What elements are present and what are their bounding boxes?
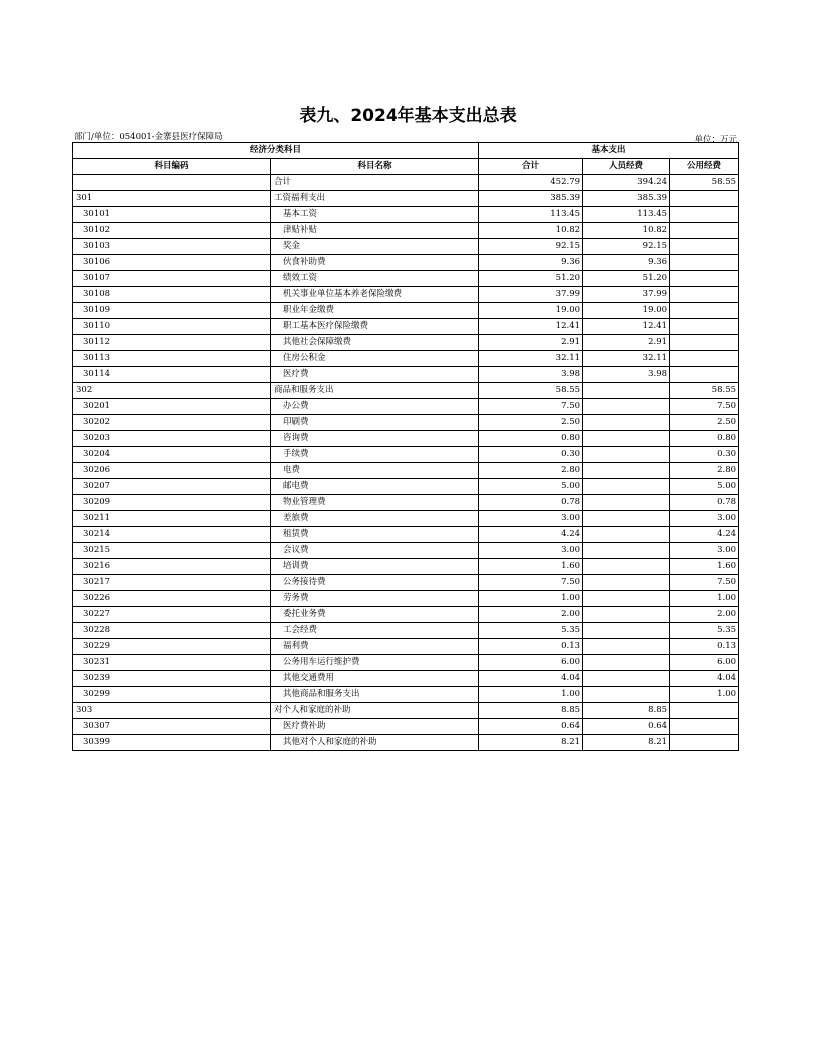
cell-personnel <box>583 431 670 447</box>
cell-code: 30227 <box>73 607 271 623</box>
header-public: 公用经费 <box>670 159 739 175</box>
cell-code: 30114 <box>73 367 271 383</box>
cell-name: 对个人和家庭的补助 <box>271 703 479 719</box>
cell-code: 30101 <box>73 207 271 223</box>
cell-public: 0.80 <box>670 431 739 447</box>
table-row <box>73 287 739 303</box>
header-total: 合计 <box>479 159 583 175</box>
cell-name: 医疗费 <box>271 367 479 383</box>
cell-code: 30216 <box>73 559 271 575</box>
cell-name: 会议费 <box>271 543 479 559</box>
table-row <box>73 543 739 559</box>
cell-personnel <box>583 495 670 511</box>
cell-personnel: 32.11 <box>583 351 670 367</box>
cell-total: 0.13 <box>479 639 583 655</box>
table-row <box>73 191 739 207</box>
cell-total: 58.55 <box>479 383 583 399</box>
cell-public <box>670 367 739 383</box>
cell-code <box>73 175 271 191</box>
cell-public: 58.55 <box>670 383 739 399</box>
cell-code: 30204 <box>73 447 271 463</box>
cell-public: 5.00 <box>670 479 739 495</box>
cell-name: 工会经费 <box>271 623 479 639</box>
cell-code: 30211 <box>73 511 271 527</box>
cell-public: 2.50 <box>670 415 739 431</box>
cell-public <box>670 255 739 271</box>
cell-total: 2.80 <box>479 463 583 479</box>
cell-personnel: 92.15 <box>583 239 670 255</box>
cell-code: 30109 <box>73 303 271 319</box>
department-label: 部门/单位：054001-金寨县医疗保障局 <box>74 132 223 142</box>
cell-personnel <box>583 559 670 575</box>
cell-personnel <box>583 543 670 559</box>
cell-personnel <box>583 527 670 543</box>
cell-personnel <box>583 607 670 623</box>
cell-total: 8.21 <box>479 735 583 751</box>
cell-name: 住房公积金 <box>271 351 479 367</box>
table-row <box>73 527 739 543</box>
cell-name: 公务接待费 <box>271 575 479 591</box>
table-row <box>73 207 739 223</box>
cell-personnel: 10.82 <box>583 223 670 239</box>
cell-total: 1.00 <box>479 591 583 607</box>
cell-name: 公务用车运行维护费 <box>271 655 479 671</box>
cell-name: 电费 <box>271 463 479 479</box>
cell-personnel: 8.21 <box>583 735 670 751</box>
cell-personnel <box>583 575 670 591</box>
table-row <box>73 239 739 255</box>
cell-total: 5.00 <box>479 479 583 495</box>
cell-code: 302 <box>73 383 271 399</box>
cell-total: 4.24 <box>479 527 583 543</box>
table-row <box>73 447 739 463</box>
cell-code: 30307 <box>73 719 271 735</box>
table-row <box>73 431 739 447</box>
cell-public <box>670 287 739 303</box>
cell-name: 咨询费 <box>271 431 479 447</box>
table-row <box>73 703 739 719</box>
table-row <box>73 623 739 639</box>
cell-total: 7.50 <box>479 399 583 415</box>
table-row <box>73 655 739 671</box>
cell-total: 113.45 <box>479 207 583 223</box>
cell-total: 51.20 <box>479 271 583 287</box>
cell-personnel <box>583 655 670 671</box>
cell-total: 0.64 <box>479 719 583 735</box>
cell-total: 2.00 <box>479 607 583 623</box>
cell-public <box>670 319 739 335</box>
unit-label: 单位：万元 <box>694 135 737 145</box>
cell-public: 3.00 <box>670 543 739 559</box>
cell-name: 奖金 <box>271 239 479 255</box>
cell-code: 30214 <box>73 527 271 543</box>
cell-name: 其他商品和服务支出 <box>271 687 479 703</box>
table-row <box>73 271 739 287</box>
table-row <box>73 511 739 527</box>
cell-name: 津贴补贴 <box>271 223 479 239</box>
cell-personnel <box>583 511 670 527</box>
table-row <box>73 175 739 191</box>
cell-total: 3.00 <box>479 543 583 559</box>
cell-public: 4.04 <box>670 671 739 687</box>
cell-name: 差旅费 <box>271 511 479 527</box>
table-row <box>73 319 739 335</box>
cell-name: 委托业务费 <box>271 607 479 623</box>
cell-personnel <box>583 623 670 639</box>
cell-code: 30209 <box>73 495 271 511</box>
cell-public <box>670 703 739 719</box>
cell-public <box>670 735 739 751</box>
cell-public: 2.80 <box>670 463 739 479</box>
cell-name: 培训费 <box>271 559 479 575</box>
cell-public <box>670 191 739 207</box>
cell-total: 0.80 <box>479 431 583 447</box>
cell-name: 职业年金缴费 <box>271 303 479 319</box>
cell-total: 3.98 <box>479 367 583 383</box>
table-row <box>73 383 739 399</box>
cell-name: 其他交通费用 <box>271 671 479 687</box>
cell-code: 30206 <box>73 463 271 479</box>
table-row <box>73 607 739 623</box>
table-row <box>73 671 739 687</box>
cell-code: 30107 <box>73 271 271 287</box>
cell-personnel: 9.36 <box>583 255 670 271</box>
cell-public: 1.60 <box>670 559 739 575</box>
cell-code: 301 <box>73 191 271 207</box>
cell-name: 绩效工资 <box>271 271 479 287</box>
cell-personnel: 19.00 <box>583 303 670 319</box>
cell-personnel: 8.85 <box>583 703 670 719</box>
cell-total: 0.78 <box>479 495 583 511</box>
cell-code: 30239 <box>73 671 271 687</box>
cell-name: 福利费 <box>271 639 479 655</box>
cell-public: 0.30 <box>670 447 739 463</box>
cell-code: 303 <box>73 703 271 719</box>
cell-public: 3.00 <box>670 511 739 527</box>
header-personnel: 人员经费 <box>583 159 670 175</box>
cell-name: 劳务费 <box>271 591 479 607</box>
cell-code: 30299 <box>73 687 271 703</box>
cell-personnel <box>583 639 670 655</box>
cell-public <box>670 207 739 223</box>
cell-public: 0.13 <box>670 639 739 655</box>
cell-code: 30217 <box>73 575 271 591</box>
cell-personnel: 113.45 <box>583 207 670 223</box>
cell-public: 6.00 <box>670 655 739 671</box>
cell-code: 30229 <box>73 639 271 655</box>
cell-public: 58.55 <box>670 175 739 191</box>
cell-personnel: 385.39 <box>583 191 670 207</box>
cell-code: 30201 <box>73 399 271 415</box>
cell-name: 基本工资 <box>271 207 479 223</box>
cell-total: 2.91 <box>479 335 583 351</box>
cell-public: 0.78 <box>670 495 739 511</box>
cell-code: 30108 <box>73 287 271 303</box>
cell-name: 其他社会保障缴费 <box>271 335 479 351</box>
cell-code: 30231 <box>73 655 271 671</box>
cell-personnel: 37.99 <box>583 287 670 303</box>
cell-code: 30106 <box>73 255 271 271</box>
cell-name: 办公费 <box>271 399 479 415</box>
cell-code: 30228 <box>73 623 271 639</box>
cell-total: 12.41 <box>479 319 583 335</box>
table-row <box>73 479 739 495</box>
cell-code: 30103 <box>73 239 271 255</box>
header-basic-expenditure: 基本支出 <box>479 143 739 159</box>
table-row <box>73 463 739 479</box>
cell-code: 30215 <box>73 543 271 559</box>
cell-public <box>670 303 739 319</box>
header-code: 科目编码 <box>73 159 271 175</box>
cell-code: 30207 <box>73 479 271 495</box>
cell-personnel <box>583 463 670 479</box>
cell-name: 商品和服务支出 <box>271 383 479 399</box>
page-title: 表九、2024年基本支出总表 <box>299 106 517 126</box>
cell-personnel: 12.41 <box>583 319 670 335</box>
table-row <box>73 303 739 319</box>
cell-total: 19.00 <box>479 303 583 319</box>
cell-name: 医疗费补助 <box>271 719 479 735</box>
cell-total: 10.82 <box>479 223 583 239</box>
cell-total: 7.50 <box>479 575 583 591</box>
cell-name: 租赁费 <box>271 527 479 543</box>
cell-code: 30112 <box>73 335 271 351</box>
cell-public: 1.00 <box>670 687 739 703</box>
cell-public <box>670 271 739 287</box>
cell-public: 5.35 <box>670 623 739 639</box>
cell-personnel <box>583 591 670 607</box>
cell-public <box>670 239 739 255</box>
table-row <box>73 687 739 703</box>
cell-total: 452.79 <box>479 175 583 191</box>
cell-personnel <box>583 447 670 463</box>
cell-public <box>670 223 739 239</box>
cell-name: 职工基本医疗保险缴费 <box>271 319 479 335</box>
cell-personnel: 3.98 <box>583 367 670 383</box>
table-row <box>73 415 739 431</box>
cell-code: 30203 <box>73 431 271 447</box>
table-row <box>73 719 739 735</box>
table-body <box>73 175 739 751</box>
cell-total: 8.85 <box>479 703 583 719</box>
cell-name: 工资福利支出 <box>271 191 479 207</box>
cell-total: 385.39 <box>479 191 583 207</box>
cell-public: 7.50 <box>670 575 739 591</box>
table-row <box>73 735 739 751</box>
cell-total: 4.04 <box>479 671 583 687</box>
cell-personnel: 0.64 <box>583 719 670 735</box>
cell-public: 1.00 <box>670 591 739 607</box>
cell-total: 32.11 <box>479 351 583 367</box>
cell-code: 30113 <box>73 351 271 367</box>
cell-public <box>670 335 739 351</box>
cell-total: 3.00 <box>479 511 583 527</box>
table-row <box>73 351 739 367</box>
cell-total: 2.50 <box>479 415 583 431</box>
cell-personnel <box>583 399 670 415</box>
cell-name: 机关事业单位基本养老保险缴费 <box>271 287 479 303</box>
cell-code: 30399 <box>73 735 271 751</box>
cell-public: 2.00 <box>670 607 739 623</box>
cell-personnel <box>583 687 670 703</box>
cell-total: 92.15 <box>479 239 583 255</box>
cell-code: 30102 <box>73 223 271 239</box>
cell-code: 30226 <box>73 591 271 607</box>
cell-code: 30202 <box>73 415 271 431</box>
table-row <box>73 591 739 607</box>
cell-public <box>670 351 739 367</box>
table-row <box>73 575 739 591</box>
cell-total: 9.36 <box>479 255 583 271</box>
cell-personnel: 2.91 <box>583 335 670 351</box>
cell-name: 合计 <box>271 175 479 191</box>
table-row <box>73 559 739 575</box>
cell-personnel <box>583 671 670 687</box>
table-row <box>73 255 739 271</box>
cell-code: 30110 <box>73 319 271 335</box>
header-name: 科目名称 <box>271 159 479 175</box>
cell-personnel <box>583 415 670 431</box>
table-row <box>73 335 739 351</box>
cell-public: 4.24 <box>670 527 739 543</box>
cell-total: 5.35 <box>479 623 583 639</box>
table-row <box>73 367 739 383</box>
cell-personnel <box>583 479 670 495</box>
cell-name: 印刷费 <box>271 415 479 431</box>
cell-personnel <box>583 383 670 399</box>
cell-public: 7.50 <box>670 399 739 415</box>
cell-total: 0.30 <box>479 447 583 463</box>
cell-name: 邮电费 <box>271 479 479 495</box>
cell-total: 1.60 <box>479 559 583 575</box>
cell-personnel: 394.24 <box>583 175 670 191</box>
cell-total: 37.99 <box>479 287 583 303</box>
header-economic-classification: 经济分类科目 <box>73 143 479 159</box>
table-row <box>73 223 739 239</box>
table-row <box>73 639 739 655</box>
cell-total: 1.00 <box>479 687 583 703</box>
cell-name: 手续费 <box>271 447 479 463</box>
cell-name: 物业管理费 <box>271 495 479 511</box>
table-row <box>73 399 739 415</box>
cell-personnel: 51.20 <box>583 271 670 287</box>
expenditure-table <box>72 142 739 751</box>
table-row <box>73 495 739 511</box>
cell-total: 6.00 <box>479 655 583 671</box>
cell-name: 其他对个人和家庭的补助 <box>271 735 479 751</box>
cell-public <box>670 719 739 735</box>
cell-name: 伙食补助费 <box>271 255 479 271</box>
